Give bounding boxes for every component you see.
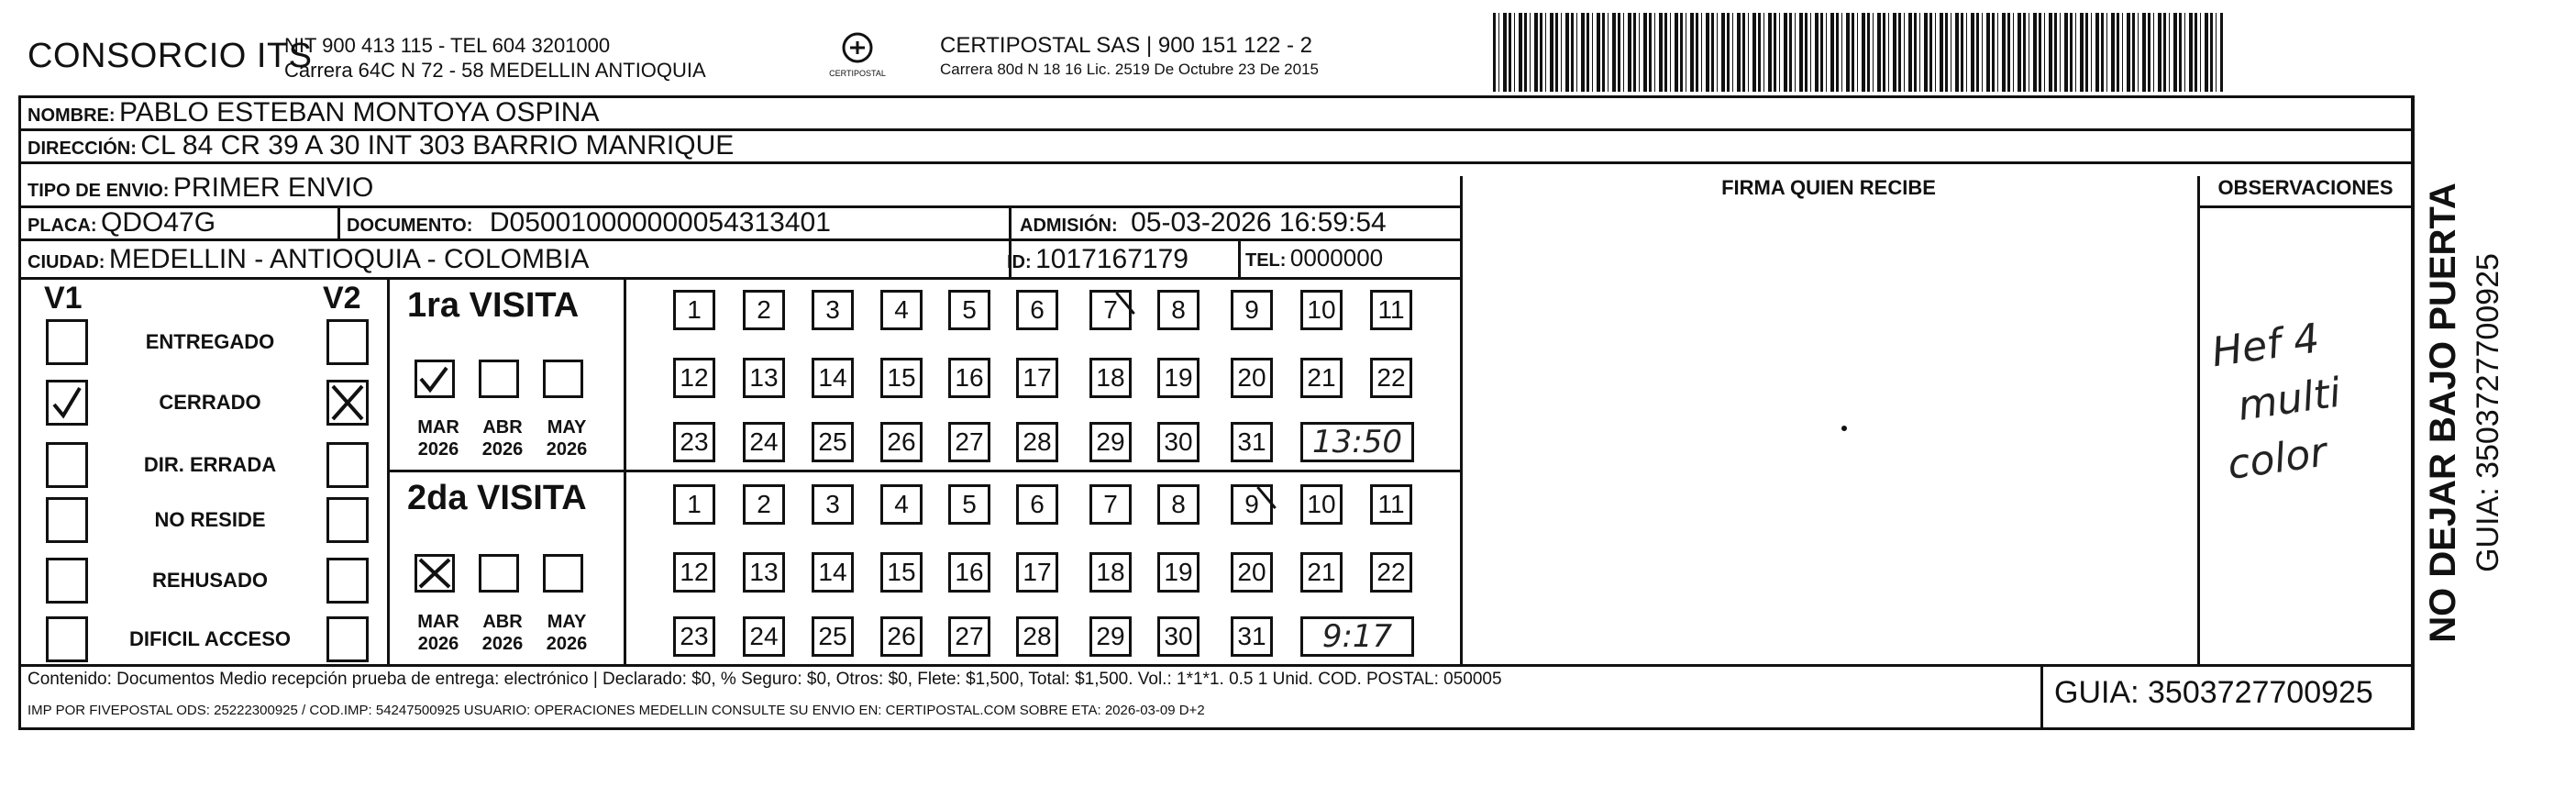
day-box[interactable]: 28 xyxy=(1016,616,1058,657)
day-box[interactable]: 23 xyxy=(673,616,715,657)
month-year: 2026 xyxy=(417,634,459,654)
name-label: NOMBRE: xyxy=(28,105,116,126)
address-row xyxy=(28,130,734,161)
day-box[interactable]: 8 xyxy=(1157,484,1200,525)
month-checkbox[interactable] xyxy=(479,554,519,593)
day-box[interactable]: 21 xyxy=(1300,358,1343,398)
day-box[interactable]: 31 xyxy=(1231,616,1273,657)
courier-info xyxy=(940,33,1319,79)
v2-checkbox[interactable] xyxy=(326,380,369,426)
day-box[interactable]: 1 xyxy=(673,290,715,330)
company-address: Carrera 64C N 72 - 58 MEDELLIN ANTIOQUIA xyxy=(284,59,706,82)
v1-checkbox[interactable] xyxy=(46,616,88,662)
day-box[interactable]: 9 xyxy=(1231,290,1273,330)
day-box[interactable]: 25 xyxy=(812,616,854,657)
day-box[interactable]: 20 xyxy=(1231,552,1273,593)
month-label xyxy=(537,416,596,460)
tel-row xyxy=(1245,244,1383,272)
v1-checkbox[interactable] xyxy=(46,497,88,543)
obs-line-1: Hef 4 xyxy=(2208,315,2323,377)
day-box[interactable]: 10 xyxy=(1300,290,1343,330)
certipostal-logo xyxy=(807,31,908,78)
status-label: DIR. ERRADA xyxy=(143,453,277,476)
day-box[interactable]: 7 xyxy=(1089,290,1132,330)
day-box[interactable]: 12 xyxy=(673,552,715,593)
tel-value: 0000000 xyxy=(1289,244,1384,272)
day-box[interactable]: 14 xyxy=(812,358,854,398)
status-label: DIFICIL ACCESO xyxy=(128,627,291,650)
document-value: D050010000000054313401 xyxy=(489,207,831,238)
day-box[interactable]: 25 xyxy=(812,422,854,462)
city-row xyxy=(28,244,589,275)
plate-value: QDO47G xyxy=(101,207,216,238)
month-year: 2026 xyxy=(546,439,588,460)
status-label: NO RESIDE xyxy=(154,508,266,531)
day-box[interactable]: 12 xyxy=(673,358,715,398)
day-box[interactable]: 21 xyxy=(1300,552,1343,593)
day-box[interactable]: 28 xyxy=(1016,422,1058,462)
month-year: 2026 xyxy=(481,439,524,460)
month-label xyxy=(409,416,468,460)
status-label: REHUSADO xyxy=(152,569,268,592)
day-box[interactable]: 30 xyxy=(1157,422,1200,462)
recipient-address: CL 84 CR 39 A 30 INT 303 BARRIO MANRIQUE xyxy=(140,130,735,161)
day-box[interactable]: 22 xyxy=(1370,552,1412,593)
day-box[interactable]: 19 xyxy=(1157,552,1200,593)
signature-dot xyxy=(1841,426,1847,431)
day-box[interactable]: 29 xyxy=(1089,422,1132,462)
side-panel xyxy=(2419,96,2529,729)
courier-address: Carrera 80d N 18 16 Lic. 2519 De Octubre 23 De 2015 xyxy=(940,61,1319,78)
day-box[interactable]: 6 xyxy=(1016,290,1058,330)
v1-checkbox[interactable] xyxy=(46,442,88,488)
day-box[interactable]: 16 xyxy=(948,552,990,593)
admission-label: ADMISIÓN: xyxy=(1020,216,1118,236)
month-name: MAY xyxy=(547,612,587,632)
id-label: ID: xyxy=(1007,252,1032,272)
day-box[interactable]: 15 xyxy=(880,358,923,398)
month-year: 2026 xyxy=(546,634,588,654)
id-row xyxy=(1007,244,1188,275)
send-type-label: TIPO DE ENVIO: xyxy=(28,181,170,201)
day-box[interactable]: 1 xyxy=(673,484,715,525)
month-label xyxy=(537,611,596,655)
v1-label: V1 xyxy=(44,281,83,316)
footer-content: Contenido: Documentos Medio recepción prueba de entrega: electrónico | Declarado: $0, % Seguro: $0, Otros: $0, Flete: $1,500, Total: $1,500. Vol.: 1*1*1. 0.5 1 Unid. COD. POSTAL: 050005 xyxy=(28,670,1502,689)
v2-checkbox[interactable] xyxy=(326,319,369,365)
day-box[interactable]: 29 xyxy=(1089,616,1132,657)
day-box[interactable]: 23 xyxy=(673,422,715,462)
v2-checkbox[interactable] xyxy=(326,442,369,488)
day-box[interactable]: 31 xyxy=(1231,422,1273,462)
document-label: DOCUMENTO: xyxy=(347,216,473,236)
month-checkbox[interactable] xyxy=(415,360,455,398)
plate-label: PLACA: xyxy=(28,216,97,236)
id-value: 1017167179 xyxy=(1035,244,1188,274)
city-label: CIUDAD: xyxy=(28,252,105,272)
company-nit: NIT 900 413 115 - TEL 604 3201000 xyxy=(284,34,611,57)
observations-handwriting xyxy=(2208,300,2414,494)
month-name: ABR xyxy=(482,417,523,438)
company-name: CONSORCIO ITS xyxy=(28,37,313,75)
day-box[interactable]: 30 xyxy=(1157,616,1200,657)
v2-checkbox[interactable] xyxy=(326,558,369,604)
day-box[interactable]: 27 xyxy=(948,422,990,462)
day-box[interactable]: 11 xyxy=(1370,484,1412,525)
day-box[interactable]: 6 xyxy=(1016,484,1058,525)
company-info xyxy=(284,33,706,83)
send-type: PRIMER ENVIO xyxy=(172,172,374,203)
day-box[interactable]: 3 xyxy=(812,290,854,330)
day-box[interactable]: 8 xyxy=(1157,290,1200,330)
month-checkbox[interactable] xyxy=(543,360,583,398)
day-box[interactable]: 26 xyxy=(880,422,923,462)
day-box[interactable]: 19 xyxy=(1157,358,1200,398)
recipient-name: PABLO ESTEBAN MONTOYA OSPINA xyxy=(119,97,600,127)
day-box[interactable]: 2 xyxy=(743,484,785,525)
signature-area[interactable] xyxy=(1463,207,2196,662)
status-label: CERRADO xyxy=(159,391,261,414)
observations-header: OBSERVACIONES xyxy=(2217,176,2394,199)
visit-time-box[interactable]: 9:17 xyxy=(1300,616,1414,657)
day-box[interactable]: 13 xyxy=(743,358,785,398)
day-box[interactable]: 13 xyxy=(743,552,785,593)
day-box[interactable]: 10 xyxy=(1300,484,1343,525)
day-box[interactable]: 2 xyxy=(743,290,785,330)
courier-name: CERTIPOSTAL SAS | 900 151 122 - 2 xyxy=(940,33,1312,58)
month-name: MAR xyxy=(417,612,459,632)
month-checkbox[interactable] xyxy=(543,554,583,593)
obs-line-2: multi xyxy=(2235,369,2344,430)
document-row xyxy=(347,207,831,238)
visit-1-title: 1ra VISITA xyxy=(407,286,580,325)
city-value: MEDELLIN - ANTIOQUIA - COLOMBIA xyxy=(108,244,590,274)
day-box[interactable]: 17 xyxy=(1016,358,1058,398)
month-label xyxy=(473,611,532,655)
day-box[interactable]: 22 xyxy=(1370,358,1412,398)
month-year: 2026 xyxy=(481,634,524,654)
month-checkbox[interactable] xyxy=(415,554,455,593)
logo-icon xyxy=(839,31,876,64)
day-box[interactable]: 26 xyxy=(880,616,923,657)
footer-imp: IMP POR FIVEPOSTAL ODS: 25222300925 / COD.IMP: 54247500925 USUARIO: OPERACIONES MEDELLIN CONSULTE SU ENVIO EN: CERTIPOSTAL.COM SOBRE ETA: 2026-03-09 D+2 xyxy=(28,703,1205,718)
day-box[interactable]: 16 xyxy=(948,358,990,398)
v2-label: V2 xyxy=(323,281,361,316)
day-box[interactable]: 18 xyxy=(1089,552,1132,593)
day-mark xyxy=(1091,292,1135,335)
name-row xyxy=(28,97,599,128)
day-box[interactable]: 27 xyxy=(948,616,990,657)
month-name: MAR xyxy=(417,417,459,438)
day-box[interactable]: 15 xyxy=(880,552,923,593)
barcode xyxy=(1493,13,2223,92)
day-box[interactable]: 18 xyxy=(1089,358,1132,398)
month-checkbox[interactable] xyxy=(479,360,519,398)
day-box[interactable]: 9 xyxy=(1231,484,1273,525)
day-box[interactable]: 5 xyxy=(948,484,990,525)
address-label: DIRECCIÓN: xyxy=(28,139,137,159)
obs-line-3: color xyxy=(2224,428,2330,490)
visit-time-box[interactable]: 13:50 xyxy=(1300,422,1414,462)
day-mark xyxy=(1233,486,1277,529)
month-year: 2026 xyxy=(417,439,459,460)
footer-guia: GUIA: 3503727700925 xyxy=(2054,675,2373,710)
day-box[interactable]: 3 xyxy=(812,484,854,525)
day-box[interactable]: 20 xyxy=(1231,358,1273,398)
tel-label: TEL: xyxy=(1245,250,1287,271)
v2-checkbox[interactable] xyxy=(326,616,369,662)
day-box[interactable]: 7 xyxy=(1089,484,1132,525)
day-box[interactable]: 5 xyxy=(948,290,990,330)
day-box[interactable]: 24 xyxy=(743,616,785,657)
v1-checkbox[interactable] xyxy=(46,319,88,365)
admission-value: 05-03-2026 16:59:54 xyxy=(1131,207,1387,238)
v1-checkbox[interactable] xyxy=(46,380,88,426)
day-box[interactable]: 4 xyxy=(880,484,923,525)
side-warning: NO DEJAR BAJO PUERTA xyxy=(2423,183,2463,643)
signature-header: FIRMA QUIEN RECIBE xyxy=(1721,176,1936,199)
v2-checkbox[interactable] xyxy=(326,497,369,543)
v1-checkbox[interactable] xyxy=(46,558,88,604)
day-box[interactable]: 11 xyxy=(1370,290,1412,330)
visit-2-title: 2da VISITA xyxy=(407,479,587,517)
plate-row xyxy=(28,207,216,238)
status-label: ENTREGADO xyxy=(145,330,275,353)
day-box[interactable]: 24 xyxy=(743,422,785,462)
day-box[interactable]: 14 xyxy=(812,552,854,593)
send-type-row xyxy=(28,172,373,204)
day-box[interactable]: 4 xyxy=(880,290,923,330)
side-guia: GUIA: 3503727700925 xyxy=(2471,253,2505,572)
month-name: MAY xyxy=(547,417,587,438)
admission-row xyxy=(1020,207,1387,238)
month-name: ABR xyxy=(482,612,523,632)
day-box[interactable]: 17 xyxy=(1016,552,1058,593)
month-label xyxy=(409,611,468,655)
month-label xyxy=(473,416,532,460)
logo-text: CERTIPOSTAL xyxy=(829,69,886,78)
